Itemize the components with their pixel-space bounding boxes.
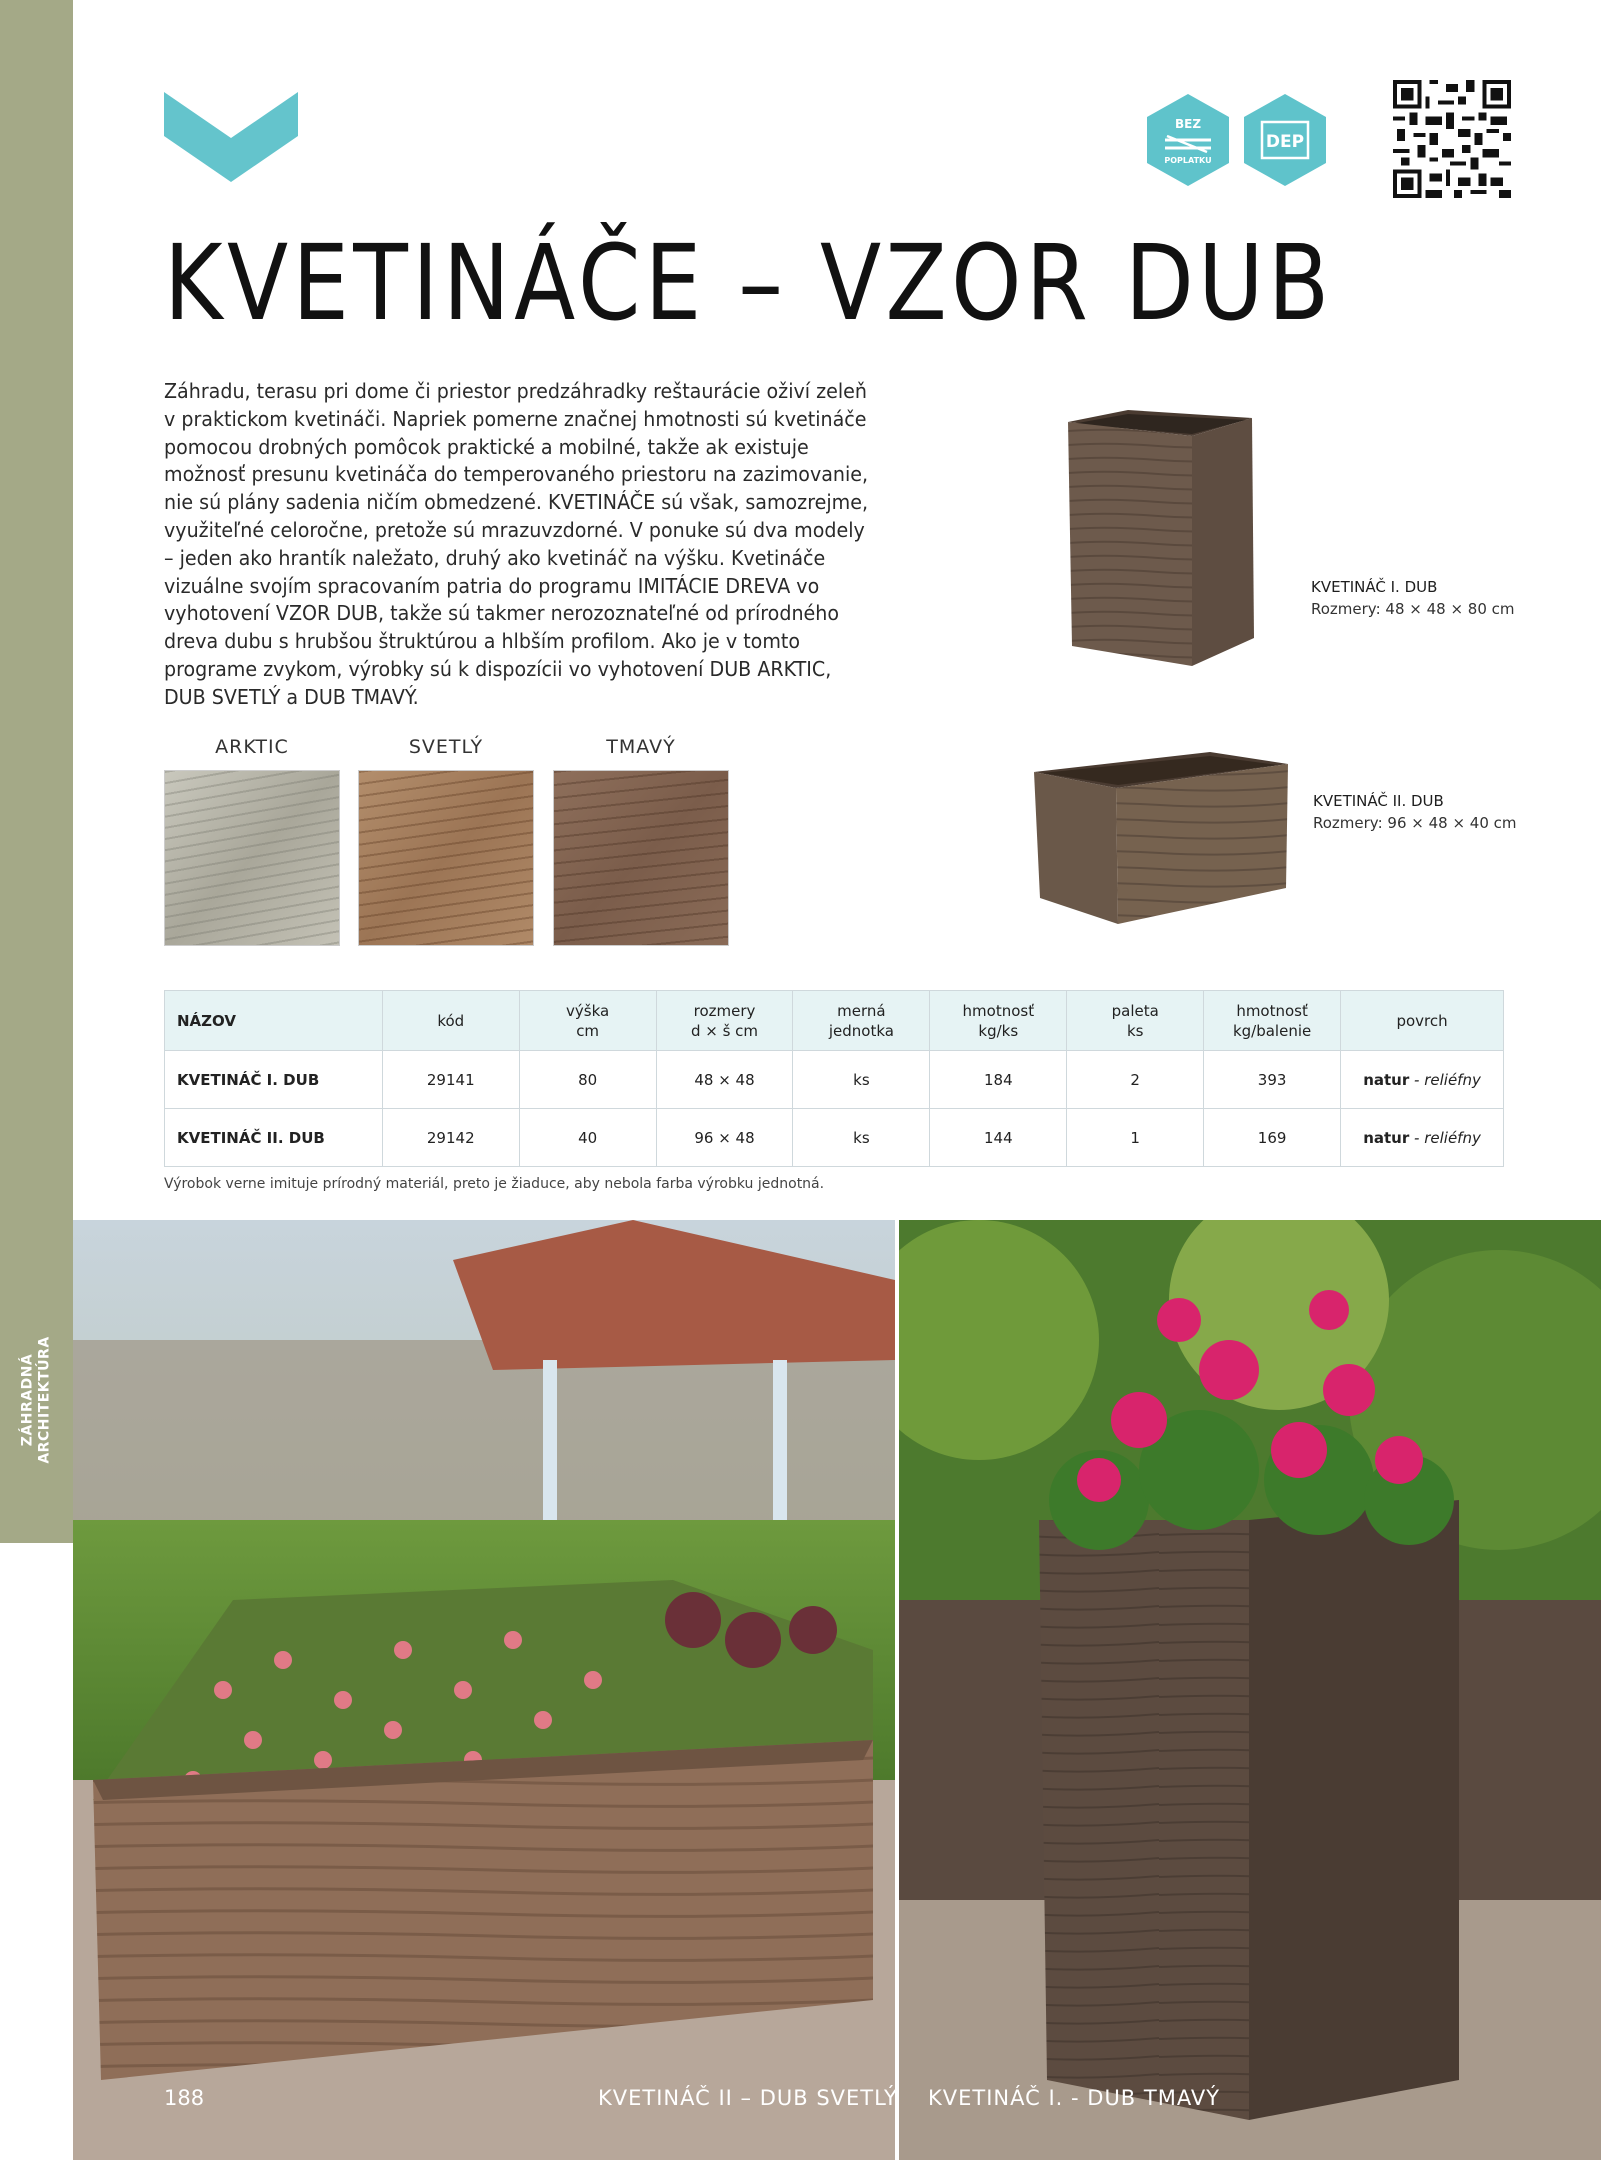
header-povrch: povrch [1341, 991, 1504, 1051]
cell-pallet: 2 [1067, 1051, 1204, 1109]
section-tab [0, 1320, 73, 1480]
cell-pack-weight: 169 [1204, 1109, 1341, 1167]
table-row [165, 1109, 1504, 1167]
cell-dims: 96 × 48 [656, 1109, 793, 1167]
cell-code: 29141 [382, 1051, 519, 1109]
surface-sub: - reliéfny [1409, 1128, 1481, 1147]
dep-badge [1242, 92, 1328, 188]
badge-dep-text: DEP [1265, 132, 1305, 152]
garden-photo-left [73, 1220, 895, 2160]
product-dims-1: Rozmery: 48 × 48 × 80 cm [1311, 600, 1515, 618]
surface-main: natur [1363, 1070, 1410, 1089]
chevron-logo-icon [164, 92, 298, 182]
photo-caption-left: KVETINÁČ II – DUB SVETLÝ [598, 2086, 898, 2110]
photo-caption-right: KVETINÁČ I. - DUB TMAVÝ [928, 2086, 1221, 2110]
table-header-row [165, 991, 1504, 1051]
side-band [0, 0, 73, 1543]
bez-poplatku-badge [1145, 92, 1231, 188]
cell-pallet: 1 [1067, 1109, 1204, 1167]
header-hmotnost-ks: hmotnosť kg/ks [930, 991, 1067, 1051]
swatch-label-arktic: ARKTIC [215, 736, 289, 758]
cell-unit: ks [793, 1109, 930, 1167]
cell-pack-weight: 393 [1204, 1051, 1341, 1109]
product-dims-2: Rozmery: 96 × 48 × 40 cm [1313, 814, 1517, 832]
table-footnote: Výrobok verne imituje prírodný materiál, preto je žiaduce, aby nebola farba výrobku jednotná. [164, 1176, 825, 1192]
swatch-tmavy [553, 770, 729, 946]
swatch-arktic [164, 770, 340, 946]
intro-paragraph: Záhradu, terasu pri dome či priestor predzáhradky reštaurácie oživí zeleň v praktickom kvetináči. Napriek pomerne značnej hmotnosti sú kvetináče pomocou drobných pomôcok praktické a mobilné, takže ak existuje možnosť presunu kvetináča do temperovaného priestoru na zazimovanie, nie sú plány sadenia ničím obmedzené. KVETINÁČE sú však, samozrejme, využiteľné celoročne, pretože sú mrazuvzdorné. V ponuke sú dva modely – jeden ako hrantík naležato, druhý ako kvetináč na výšku. Kvetináče vizuálne svojím spracovaním patria do programu IMITÁCIE DREVA vo vyhotovení VZOR DUB, takže sú takmer nerozoznateľné od prírodného dreva dubu s hrubšou štruktúrou a hlbším profilom. Ako je v tomto programe zvykom, výrobky sú k dispozícii vo vyhotovení DUB ARKTIC, DUB SVETLÝ a DUB TMAVÝ. [164, 379, 869, 709]
cell-unit: ks [793, 1051, 930, 1109]
page-number: 188 [164, 2086, 205, 2110]
section-tab-line1: ZÁHRADNÁ [19, 1353, 36, 1447]
header-rozmery: rozmery d × š cm [656, 991, 793, 1051]
section-tab-line2: ARCHITEKTÚRA [36, 1336, 53, 1464]
table-row [165, 1051, 1504, 1109]
header-paleta: paleta ks [1067, 991, 1204, 1051]
product-caption-2 [1313, 790, 1517, 834]
badge-poplatku-text: POPLATKU [1164, 156, 1212, 165]
qr-code[interactable] [1393, 80, 1511, 198]
planter-long-image [1030, 748, 1290, 938]
cell-code: 29142 [382, 1109, 519, 1167]
spec-table [164, 990, 1504, 1167]
cell-height: 80 [519, 1051, 656, 1109]
header-hmotnost-balenie: hmotnosť kg/balenie [1204, 991, 1341, 1051]
garden-photo-right [899, 1220, 1601, 2160]
planter-tall-image [1068, 410, 1258, 666]
swatch-label-tmavy: TMAVÝ [606, 736, 676, 758]
header-vyska: výška cm [519, 991, 656, 1051]
product-caption-1 [1311, 576, 1515, 620]
header-kod: kód [382, 991, 519, 1051]
cell-surface [1341, 1051, 1504, 1109]
product-name-1: KVETINÁČ I. DUB [1311, 578, 1438, 596]
badge-bez-text: BEZ [1174, 117, 1202, 131]
header-merna-jednotka: merná jednotka [793, 991, 930, 1051]
cell-name: KVETINÁČ II. DUB [165, 1109, 383, 1167]
cell-height: 40 [519, 1109, 656, 1167]
cell-weight: 144 [930, 1109, 1067, 1167]
cell-dims: 48 × 48 [656, 1051, 793, 1109]
page-title: KVETINÁČE – VZOR DUB [164, 222, 1334, 344]
surface-main: natur [1363, 1128, 1410, 1147]
header-nazov: NÁZOV [165, 991, 383, 1051]
product-name-2: KVETINÁČ II. DUB [1313, 792, 1444, 810]
cell-weight: 184 [930, 1051, 1067, 1109]
swatch-label-svetly: SVETLÝ [408, 736, 484, 758]
surface-sub: - reliéfny [1409, 1070, 1481, 1089]
swatch-svetly [358, 770, 534, 946]
cell-surface [1341, 1109, 1504, 1167]
cell-name: KVETINÁČ I. DUB [165, 1051, 383, 1109]
